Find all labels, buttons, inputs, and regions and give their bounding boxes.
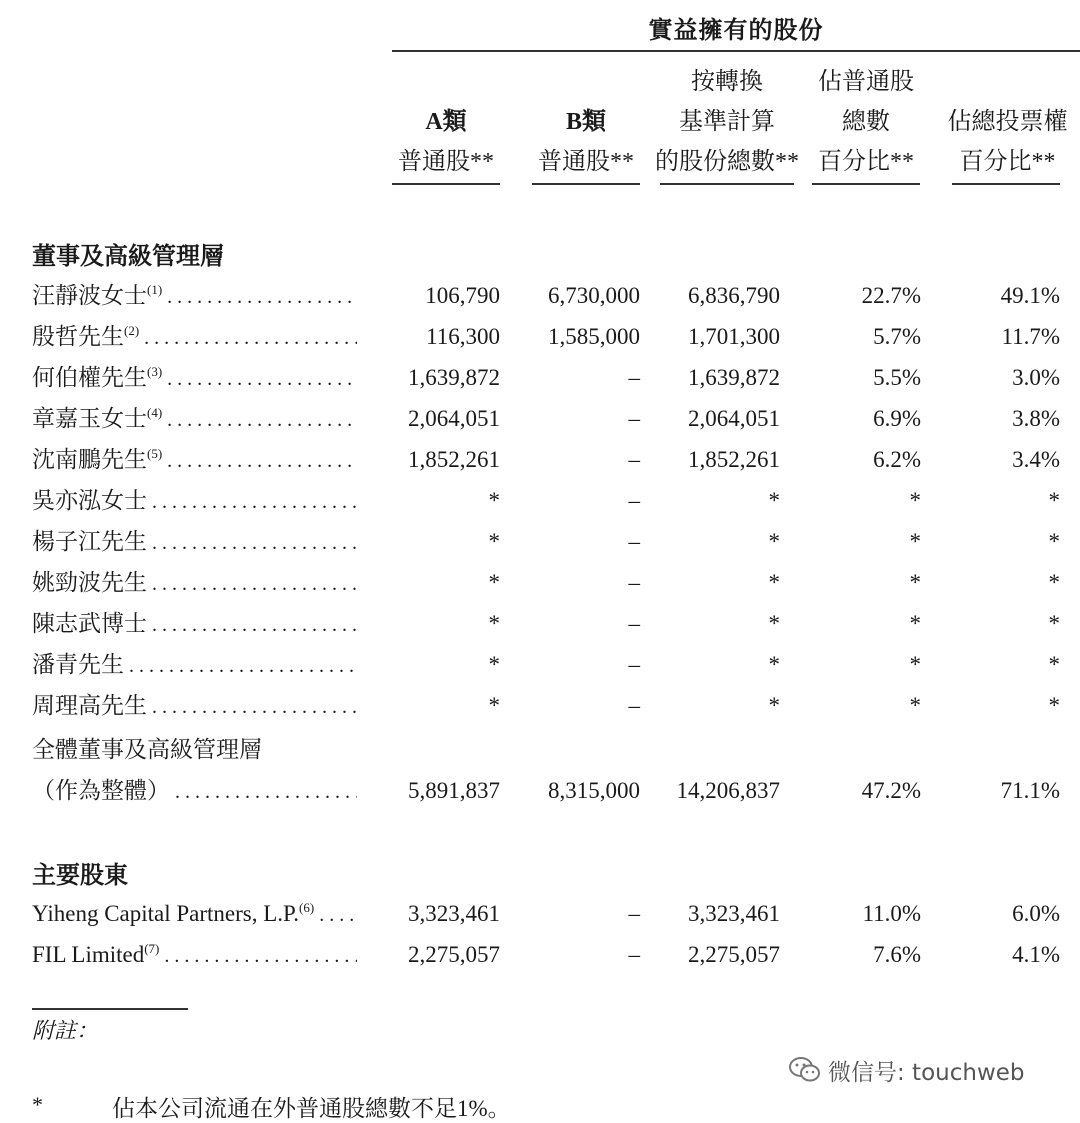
- cell-class-b: –: [628, 901, 640, 926]
- cell-class-b: –: [628, 406, 640, 431]
- cell-ordinary-percent: 22.7%: [861, 283, 921, 308]
- cell-total-shares: 2,064,051: [688, 406, 780, 431]
- column-header-line: A類: [425, 109, 467, 135]
- column-header-class-a: [392, 60, 500, 182]
- cell-class-a: *: [488, 611, 500, 636]
- column-header-line: 佔總投票權: [947, 109, 1068, 135]
- cell-ordinary-percent: *: [909, 529, 921, 554]
- column-rule: [532, 183, 640, 185]
- row-name: 章嘉玉女士$^{(4)}$ . . .: [32, 398, 357, 439]
- cell-class-a: 116,300: [426, 324, 500, 349]
- row-name: 吳亦泓女士 . . .: [32, 480, 357, 521]
- column-rule: [392, 183, 500, 185]
- cell-total-shares: 1,852,261: [688, 447, 780, 472]
- row-name: FIL Limited$^{(7)}$ . . .: [32, 934, 357, 975]
- cell-ordinary-percent: *: [909, 693, 921, 718]
- column-header-ordinary-percent: [810, 60, 922, 182]
- column-header-line: 的股份總數**: [655, 149, 799, 175]
- column-header-line: 佔普通股: [818, 69, 914, 95]
- cell-total-shares: *: [768, 693, 780, 718]
- cell-class-b: 1,585,000: [548, 324, 640, 349]
- column-header-line: 普通股**: [398, 149, 494, 175]
- cell-class-a: 3,323,461: [408, 901, 500, 926]
- cell-class-b: –: [628, 447, 640, 472]
- cell-ordinary-percent: *: [909, 652, 921, 677]
- table-row: [0, 316, 1080, 357]
- cell-total-shares: *: [768, 611, 780, 636]
- cell-class-a: 1,852,261: [408, 447, 500, 472]
- cell-voting-percent: 71.1%: [1000, 778, 1060, 803]
- row-name: 楊子江先生 . . .: [32, 521, 357, 562]
- row-name: 周理高先生 . . .: [32, 685, 357, 726]
- cell-voting-percent: 3.4%: [1012, 447, 1060, 472]
- column-rule: [952, 183, 1060, 185]
- section-title-directors: 董事及高級管理層: [32, 244, 224, 270]
- table-row: [0, 685, 1080, 726]
- column-header-line: 普通股**: [538, 149, 634, 175]
- table-row: [0, 644, 1080, 685]
- cell-class-b: –: [628, 529, 640, 554]
- cell-voting-percent: 3.8%: [1012, 406, 1060, 431]
- cell-total-shares: 1,701,300: [688, 324, 780, 349]
- table-row: [0, 934, 1080, 975]
- row-name: 何伯權先生$^{(3)}$ . . .: [32, 357, 357, 398]
- cell-total-shares: 2,275,057: [688, 942, 780, 967]
- cell-voting-percent: 4.1%: [1012, 942, 1060, 967]
- cell-voting-percent: 3.0%: [1012, 365, 1060, 390]
- row-name: 殷哲先生$^{(2)}$ . . .: [32, 316, 357, 357]
- row-name: Yiheng Capital Partners, L.P.$^{(6)}$ . . .: [32, 893, 357, 934]
- group-title: 實益擁有的股份: [648, 18, 824, 44]
- cell-class-b: 8,315,000: [548, 778, 640, 803]
- cell-class-a: 5,891,837: [408, 778, 500, 803]
- cell-class-a: 2,275,057: [408, 942, 500, 967]
- cell-class-a: *: [488, 488, 500, 513]
- column-header-class-b: [532, 60, 640, 182]
- footnote-star-symbol: *: [32, 1092, 43, 1117]
- cell-ordinary-percent: *: [909, 611, 921, 636]
- cell-class-b: –: [628, 942, 640, 967]
- cell-total-shares: 3,323,461: [688, 901, 780, 926]
- watermark-text: 微信号: touchweb: [828, 1059, 1025, 1086]
- table-row: [0, 357, 1080, 398]
- cell-ordinary-percent: 47.2%: [861, 778, 921, 803]
- column-header-total-shares: [657, 60, 797, 182]
- row-name: 汪靜波女士$^{(1)}$ . . .: [32, 275, 357, 316]
- cell-class-b: –: [628, 693, 640, 718]
- cell-class-a: *: [488, 529, 500, 554]
- cell-ordinary-percent: 5.7%: [873, 324, 921, 349]
- cell-total-shares: *: [768, 488, 780, 513]
- cell-class-a: 106,790: [425, 283, 500, 308]
- row-name: 陳志武博士 . . .: [32, 603, 357, 644]
- cell-total-shares: *: [768, 652, 780, 677]
- footnote-star-text: 佔本公司流通在外普通股總數不足1%。: [112, 1096, 511, 1121]
- row-name: 姚勁波先生 . . .: [32, 562, 357, 603]
- cell-class-a: *: [488, 570, 500, 595]
- cell-class-a: 1,639,872: [408, 365, 500, 390]
- cell-ordinary-percent: *: [909, 488, 921, 513]
- table-row: [0, 398, 1080, 439]
- total-row: [0, 770, 1080, 811]
- cell-class-a: *: [488, 693, 500, 718]
- table-row: [0, 562, 1080, 603]
- column-header-line: 按轉換: [691, 69, 763, 95]
- cell-class-b: –: [628, 570, 640, 595]
- watermark: [788, 1050, 1025, 1090]
- cell-class-b: –: [628, 611, 640, 636]
- total-label-line2: （作為整體） . . .: [32, 770, 357, 811]
- cell-class-b: –: [628, 652, 640, 677]
- cell-voting-percent: *: [1048, 529, 1060, 554]
- cell-ordinary-percent: 6.2%: [873, 447, 921, 472]
- column-header-line: 總數: [842, 109, 890, 135]
- cell-ordinary-percent: 11.0%: [862, 901, 921, 926]
- cell-ordinary-percent: 5.5%: [873, 365, 921, 390]
- cell-total-shares: *: [768, 570, 780, 595]
- footnote-rule: [32, 1008, 188, 1010]
- cell-ordinary-percent: *: [909, 570, 921, 595]
- cell-total-shares: 6,836,790: [688, 283, 780, 308]
- section-title-major-shareholders: 主要股東: [32, 863, 128, 889]
- cell-voting-percent: 49.1%: [1000, 283, 1060, 308]
- table-row: [0, 480, 1080, 521]
- cell-total-shares: *: [768, 529, 780, 554]
- cell-class-a: 2,064,051: [408, 406, 500, 431]
- column-rule: [812, 183, 920, 185]
- cell-voting-percent: 11.7%: [1001, 324, 1060, 349]
- group-rule: [392, 50, 1080, 52]
- column-rule: [660, 183, 794, 185]
- row-name: 沈南鵬先生$^{(5)}$ . . .: [32, 439, 357, 480]
- table-row: [0, 275, 1080, 316]
- column-header-line: 百分比**: [959, 149, 1056, 175]
- total-label-line1: 全體董事及高級管理層: [32, 737, 262, 762]
- column-header-voting-percent: [945, 60, 1070, 182]
- column-header-line: 百分比**: [818, 149, 914, 175]
- cell-class-b: –: [628, 488, 640, 513]
- table-row: [0, 603, 1080, 644]
- table-row: [0, 521, 1080, 562]
- table-row: [0, 439, 1080, 480]
- cell-class-b: 6,730,000: [548, 283, 640, 308]
- column-header-line: B類: [565, 109, 606, 135]
- cell-ordinary-percent: 7.6%: [873, 942, 921, 967]
- table-row: [0, 893, 1080, 934]
- row-name: 潘青先生 . . .: [32, 644, 357, 685]
- cell-voting-percent: *: [1048, 488, 1060, 513]
- cell-voting-percent: *: [1048, 693, 1060, 718]
- cell-total-shares: 1,639,872: [688, 365, 780, 390]
- cell-class-b: –: [628, 365, 640, 390]
- cell-class-a: *: [488, 652, 500, 677]
- wechat-icon: [788, 1055, 822, 1085]
- cell-total-shares: 14,206,837: [676, 778, 780, 803]
- cell-voting-percent: *: [1048, 611, 1060, 636]
- cell-voting-percent: 6.0%: [1012, 901, 1060, 926]
- cell-voting-percent: *: [1048, 652, 1060, 677]
- column-header-line: 基準計算: [679, 109, 775, 135]
- notes-heading: 附註：: [32, 1018, 99, 1043]
- cell-ordinary-percent: 6.9%: [873, 406, 921, 431]
- cell-voting-percent: *: [1048, 570, 1060, 595]
